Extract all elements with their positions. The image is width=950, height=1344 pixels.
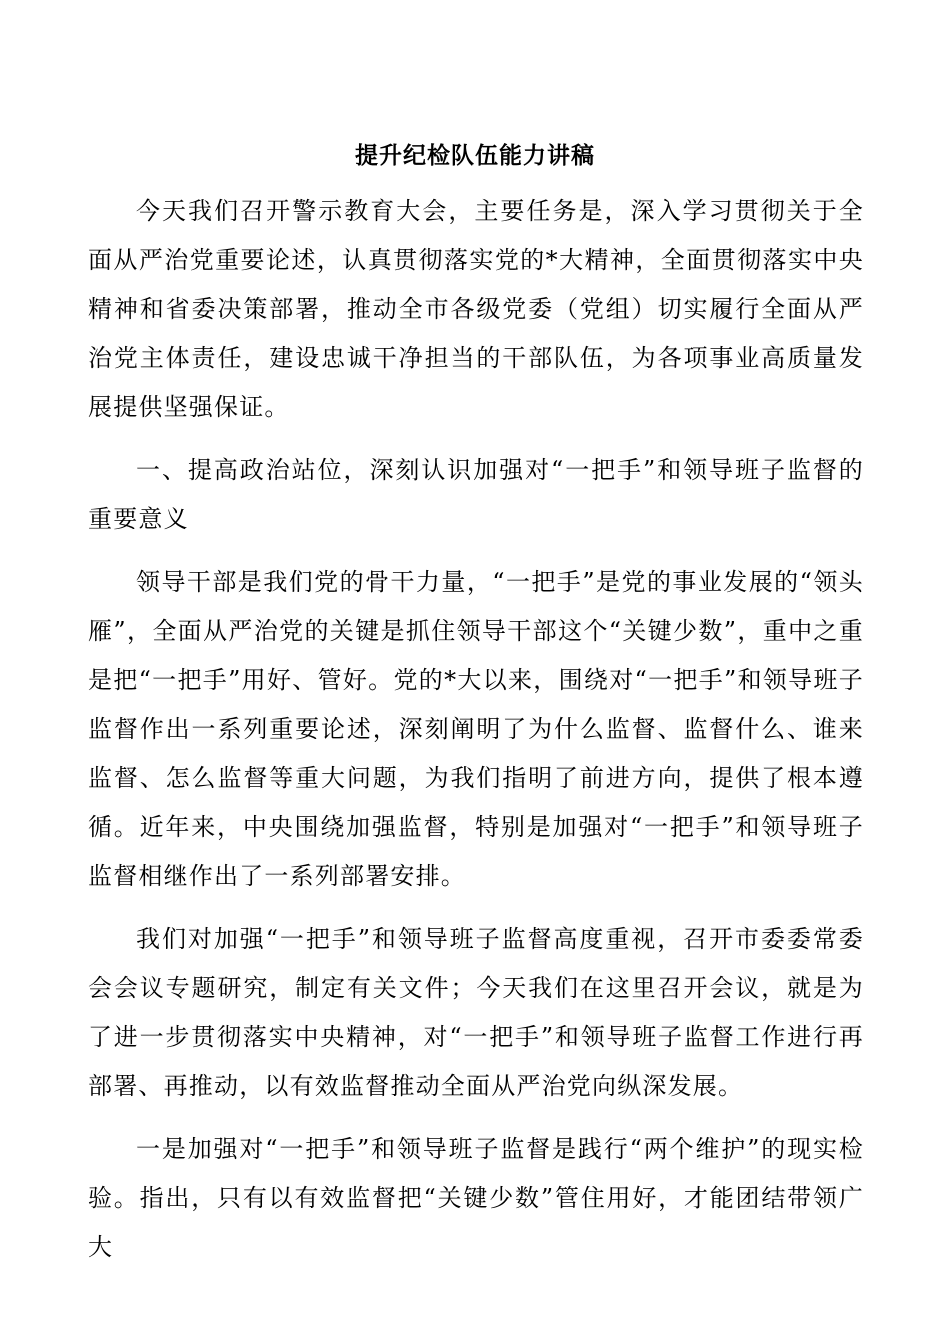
section-heading-one: 一、提高政治站位，深刻认识加强对“一把手”和领导班子监督的重要意义 [88, 456, 864, 533]
paragraph-leaders: 领导干部是我们党的骨干力量，“一把手”是党的事业发展的“领头雁”，全面从严治党的关键是抓住领导干部这个“关键少数”，重中之重是把“一把手”用好、管好。党的*大以来，围绕对“一把手”和领导班子监督作出一系列重要论述，深刻阐明了为什么监督、监督什么、谁来监督、怎么监督等重大问题，为我们指明了前进方向，提供了根本遵循。近年来，中央围绕加强监督，特别是加强对“一把手”和领导班子监督相继作出了一系列部署安排。 [88, 568, 864, 890]
document-body [88, 187, 864, 1286]
document-title: 提升纪检队伍能力讲稿 [355, 143, 595, 169]
paragraph-meeting: 我们对加强“一把手”和领导班子监督高度重视，召开市委委常委会会议专题研究，制定有关文件；今天我们在这里召开会议，就是为了进一步贯彻落实中央精神，对“一把手”和领导班子监督工作进行再部署、再推动，以有效监督推动全面从严治党向纵深发展。 [88, 925, 864, 1100]
paragraph-point-one: 一是加强对“一把手”和领导班子监督是践行“两个维护”的现实检验。指出，只有以有效监督把“关键少数”管住用好，才能团结带领广大 [88, 1135, 864, 1261]
paragraph-intro: 今天我们召开警示教育大会，主要任务是，深入学习贯彻关于全面从严治党重要论述，认真贯彻落实党的*大精神，全面贯彻落实中央精神和省委决策部署，推动全市各级党委（党组）切实履行全面从严治党主体责任，建设忠诚干净担当的干部队伍，为各项事业高质量发展提供坚强保证。 [88, 197, 864, 421]
